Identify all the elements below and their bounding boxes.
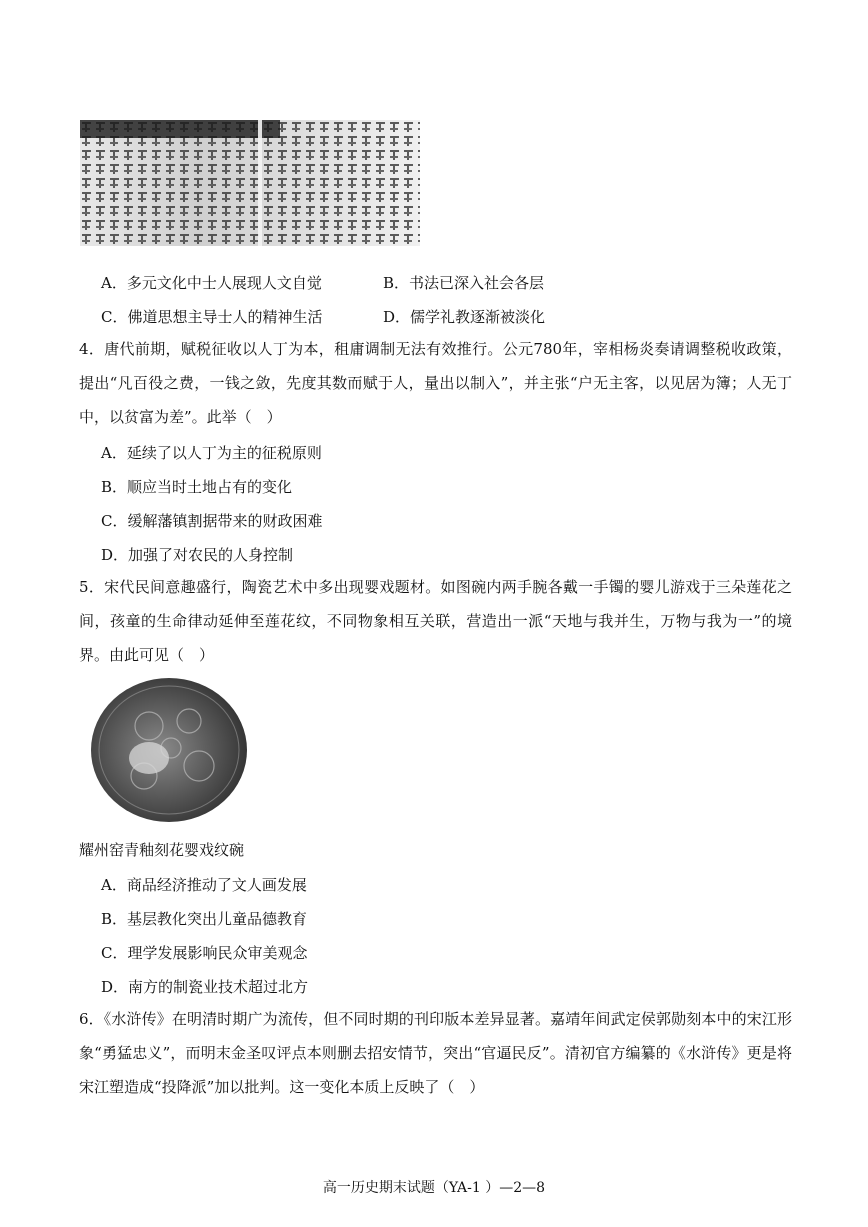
q5-option-d: D．南方的制瓷业技术超过北方	[101, 978, 309, 996]
q5-option-c: C．理学发展影响民众审美观念	[101, 944, 308, 962]
q4-stem: 4．唐代前期，赋税征收以人丁为本，租庸调制无法有效推行。公元780年，宰相杨炎奏请调整税收政策，提出“凡百役之费，一钱之敛，先度其数而赋于人，量出以制入”，并主张“户无主客，以见居为簿；人无丁中，以贫富为差”。此举（ ）	[79, 340, 792, 426]
page-footer: 高一历史期末试题（YA-1 ）—2—8	[322, 1180, 546, 1196]
calligraphy-image	[80, 120, 420, 246]
q5-option-b: B．基层教化突出儿童品德教育	[101, 910, 308, 928]
q3-option-d: D．儒学礼教逐渐被淡化	[383, 308, 546, 326]
q5-option-a: A．商品经济推动了文人画发展	[101, 876, 307, 894]
q3-option-a: A．多元文化中士人展现人文自觉	[101, 274, 322, 292]
q6-stem: 6．《水浒传》在明清时期广为流传，但不同时期的刊印版本差异显著。嘉靖年间武定侯郭勋刻本中的宋江形象“勇猛忠义”，而明末金圣叹评点本则删去招安情节，突出“官逼民反”。清初官方编纂的《水浒传》更是将宋江塑造成“投降派”加以批判。这一变化本质上反映了（ ）	[79, 1010, 792, 1096]
q3-option-c: C．佛道思想主导士人的精神生活	[101, 308, 323, 326]
q4-option-a: A．延续了以人丁为主的征税原则	[101, 444, 322, 462]
q3-option-b: B．书法已深入社会各层	[383, 274, 545, 292]
bowl-image	[89, 676, 249, 824]
q4-option-c: C．缓解藩镇割据带来的财政困难	[101, 512, 323, 530]
q4-option-b: B．顺应当时土地占有的变化	[101, 478, 293, 496]
bowl-caption: 耀州窑青釉刻花婴戏纹碗	[79, 841, 245, 859]
q4-option-d: D．加强了对农民的人身控制	[101, 546, 294, 564]
q5-stem: 5．宋代民间意趣盛行，陶瓷艺术中多出现婴戏题材。如图碗内两手腕各戴一手镯的婴儿游戏于三朵莲花之间，孩童的生命律动延伸至莲花纹，不同物象相互关联，营造出一派“天地与我并生，万物与我为一”的境界。由此可见（ ）	[79, 578, 792, 664]
